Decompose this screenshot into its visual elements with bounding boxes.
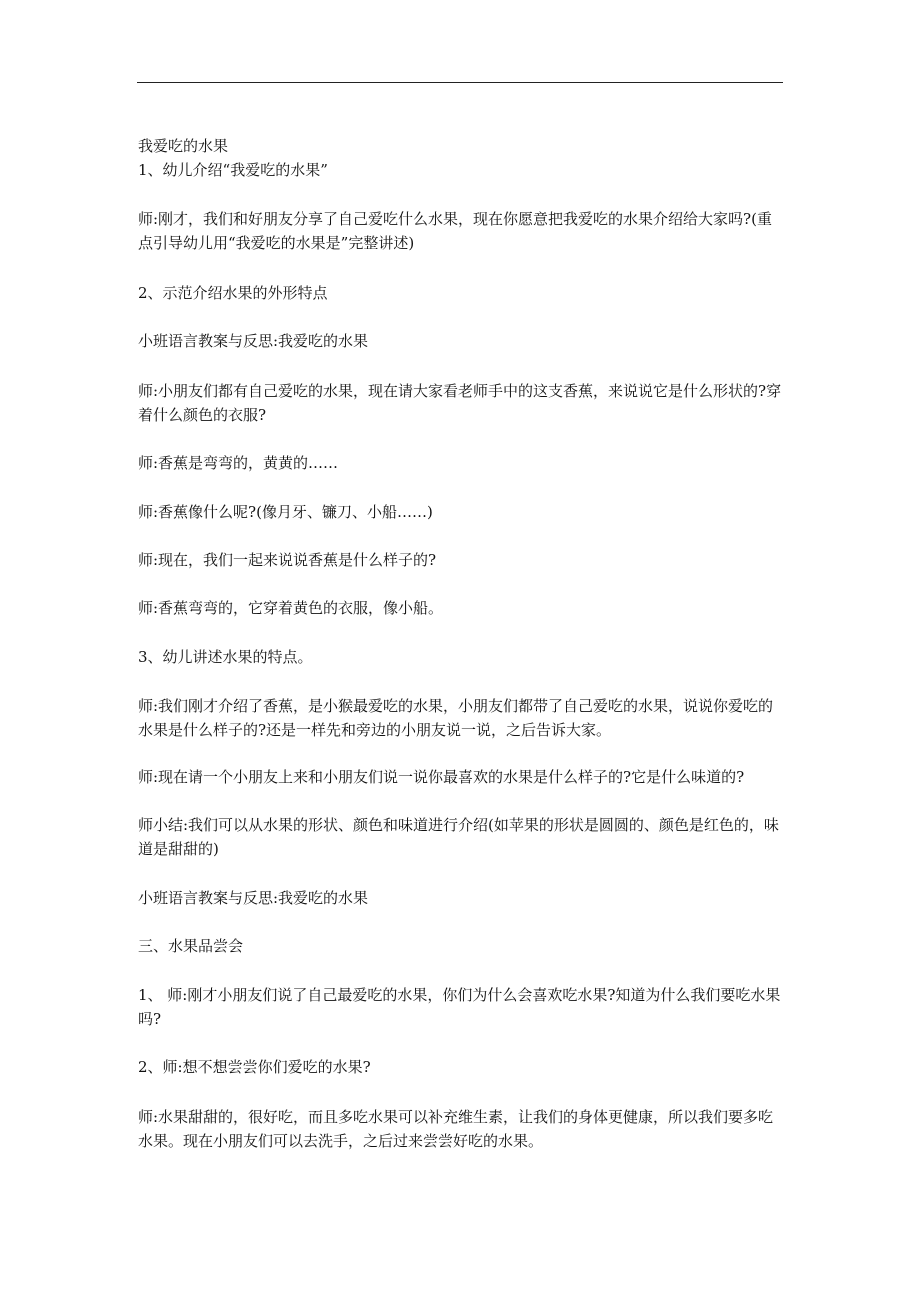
paragraph: 师:香蕉像什么呢?(像月牙、镰刀、小船……) — [138, 503, 433, 521]
paragraph: 师:现在，我们一起来说说香蕉是什么样子的? — [138, 551, 437, 569]
paragraph-section-1: 1、幼儿介绍“我爱吃的水果” — [138, 161, 328, 179]
paragraph: 师:我们刚才介绍了香蕉，是小猴最爱吃的水果，小朋友们都带了自己爱吃的水果，说说你爱吃的水果是什么样子的?还是一样先和旁边的小朋友说一说，之后告诉大家。 — [138, 697, 774, 739]
paragraph-summary: 师小结:我们可以从水果的形状、颜色和味道进行介绍(如苹果的形状是圆圆的、颜色是红色的，味道是甜甜的) — [138, 816, 779, 858]
paragraph: 师:香蕉是弯弯的，黄黄的…… — [138, 454, 339, 472]
paragraph-section-heading: 三、水果品尝会 — [138, 937, 244, 955]
paragraph: 师:香蕉弯弯的，它穿着黄色的衣服，像小船。 — [138, 599, 444, 617]
paragraph-subtitle: 小班语言教案与反思:我爱吃的水果 — [138, 332, 369, 350]
paragraph: 师:现在请一个小朋友上来和小朋友们说一说你最喜欢的水果是什么样子的?它是什么味道的? — [138, 768, 745, 786]
paragraph: 1、 师:刚才小朋友们说了自己最爱吃的水果，你们为什么会喜欢吃水果?知道为什么我们要吃水果吗? — [138, 986, 781, 1028]
paragraph-title: 我爱吃的水果 — [138, 137, 229, 155]
paragraph: 师:水果甜甜的，很好吃，而且多吃水果可以补充维生素，让我们的身体更健康，所以我们要多吃水果。现在小朋友们可以去洗手，之后过来尝尝好吃的水果。 — [138, 1108, 774, 1150]
header-rule — [137, 82, 783, 83]
paragraph-section-2: 2、示范介绍水果的外形特点 — [138, 284, 328, 302]
paragraph-subtitle: 小班语言教案与反思:我爱吃的水果 — [138, 889, 369, 907]
paragraph: 师:刚才，我们和好朋友分享了自己爱吃什么水果，现在你愿意把我爱吃的水果介绍给大家吗?(重点引导幼儿用“我爱吃的水果是”完整讲述) — [138, 210, 772, 252]
paragraph: 师:小朋友们都有自己爱吃的水果，现在请大家看老师手中的这支香蕉，来说说它是什么形状的?穿着什么颜色的衣服? — [138, 382, 782, 424]
paragraph-section-3: 3、幼儿讲述水果的特点。 — [138, 648, 313, 666]
paragraph: 2、师:想不想尝尝你们爱吃的水果? — [138, 1058, 371, 1076]
